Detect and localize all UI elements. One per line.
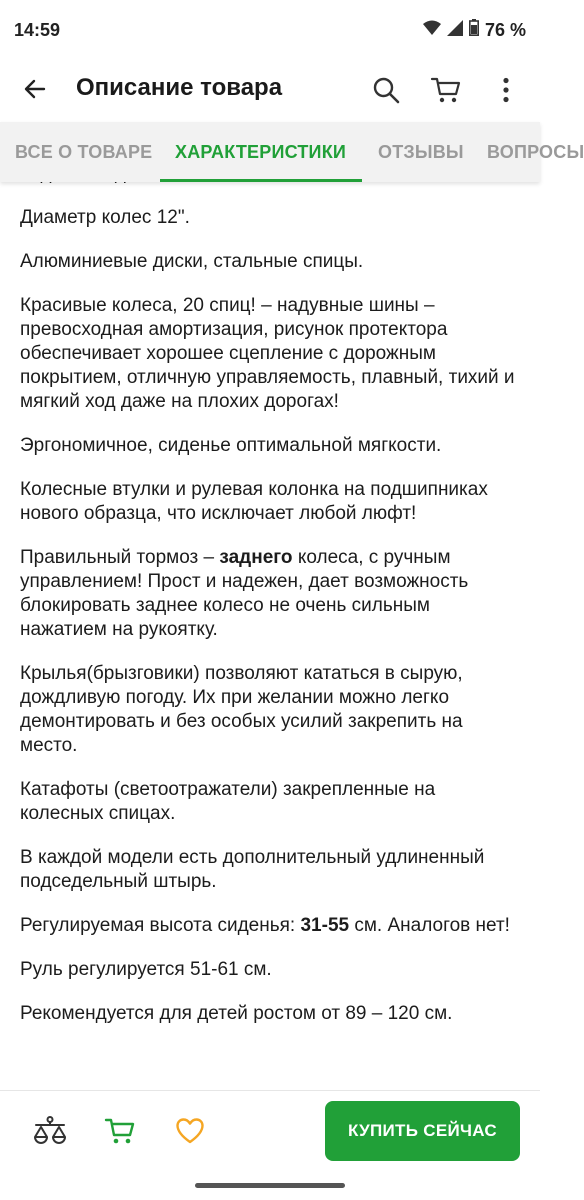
cart-button[interactable] bbox=[426, 70, 466, 110]
back-button[interactable] bbox=[18, 72, 52, 106]
tab-questions[interactable]: ВОПРОСЫ bbox=[487, 142, 584, 162]
paragraph-fenders: Крылья(брызговики) позволяют кататься в сырую, дождливую погоду. Их при желании можно легко демонтировать и без особых усилий закрепить на место. bbox=[20, 663, 463, 756]
status-bar bbox=[0, 0, 540, 60]
paragraph-rims: Алюминиевые диски, стальные спицы. bbox=[20, 251, 364, 272]
paragraph-handlebar: Руль регулируется 51-61 см. bbox=[20, 959, 272, 980]
battery-percent: 76 % bbox=[484, 19, 526, 40]
search-button[interactable] bbox=[366, 70, 406, 110]
heart-icon bbox=[176, 1118, 204, 1144]
paragraph-wheels: Красивые колеса, 20 спиц! – надувные шины – превосходная амортизация, рисунок протектора обеспечивает хорошее сцепление с дорожным покрытием, отличную управляемость, плавный, тихий и мягкий ход даже на плохих дорогах! bbox=[20, 295, 515, 412]
brake-text-bold: заднего bbox=[219, 547, 293, 568]
paragraph-wheel-diameter: Диаметр колес 12". bbox=[20, 207, 190, 228]
compare-scales-icon bbox=[33, 1116, 67, 1146]
search-icon bbox=[372, 76, 400, 104]
paragraph-reflectors: Катафоты (светоотражатели) закрепленные на колесных спицах. bbox=[20, 779, 436, 824]
paragraph-brake bbox=[20, 546, 520, 642]
gesture-nav-handle[interactable] bbox=[195, 1183, 345, 1188]
wifi-icon bbox=[423, 20, 441, 41]
tab-all-about-product[interactable]: ВСЕ О ТОВАРЕ bbox=[15, 142, 153, 162]
tab-characteristics[interactable]: ХАРАКТЕРИСТИКИ bbox=[175, 142, 347, 162]
cart-icon bbox=[431, 76, 461, 104]
arrow-left-icon bbox=[23, 77, 47, 101]
app-bar bbox=[0, 60, 540, 118]
more-button[interactable] bbox=[486, 70, 526, 110]
cart-icon bbox=[105, 1117, 135, 1145]
active-tab-indicator bbox=[160, 179, 362, 182]
tab-bar bbox=[0, 122, 584, 182]
tab-reviews[interactable]: ОТЗЫВЫ bbox=[378, 142, 464, 162]
add-to-cart-button[interactable] bbox=[100, 1111, 140, 1151]
seat-height-text-end: см. Аналогов нет! bbox=[349, 915, 510, 936]
signal-icon bbox=[447, 20, 463, 41]
paragraph-seat-height bbox=[20, 914, 520, 938]
paragraph-recommended-height: Рекомендуется для детей ростом от 89 – 120 см. bbox=[20, 1003, 453, 1024]
brake-text-end: колеса, с ручным управлением! Прост и надежен, дает возможность блокировать заднее колесо не очень сильным нажатием на рукоятку. bbox=[20, 547, 469, 640]
paragraph-bushings: Колесные втулки и рулевая колонка на подшипниках нового образца, что исключает любой люфт! bbox=[20, 479, 488, 524]
description-content[interactable] bbox=[0, 182, 540, 1090]
seat-height-text-start: Регулируемая высота сиденья: bbox=[20, 915, 301, 936]
brake-text-start: Правильный тормоз – bbox=[20, 547, 220, 568]
paragraph-seat: Эргономичное, сиденье оптимальной мягкости. bbox=[20, 435, 442, 456]
more-vertical-icon bbox=[502, 77, 510, 103]
compare-button[interactable] bbox=[30, 1111, 70, 1151]
seat-height-range: 31-55 bbox=[300, 915, 350, 936]
status-icons bbox=[423, 19, 526, 41]
paragraph-seatpost: В каждой модели есть дополнительный удлиненный подседельный штырь. bbox=[20, 847, 485, 892]
battery-icon bbox=[469, 19, 479, 41]
favorite-button[interactable] bbox=[170, 1111, 210, 1151]
buy-now-button[interactable]: КУПИТЬ СЕЙЧАС bbox=[325, 1101, 520, 1161]
page-title: Описание товара bbox=[76, 74, 283, 101]
status-time: 14:59 bbox=[14, 19, 61, 40]
bottom-action-bar bbox=[0, 1090, 540, 1171]
